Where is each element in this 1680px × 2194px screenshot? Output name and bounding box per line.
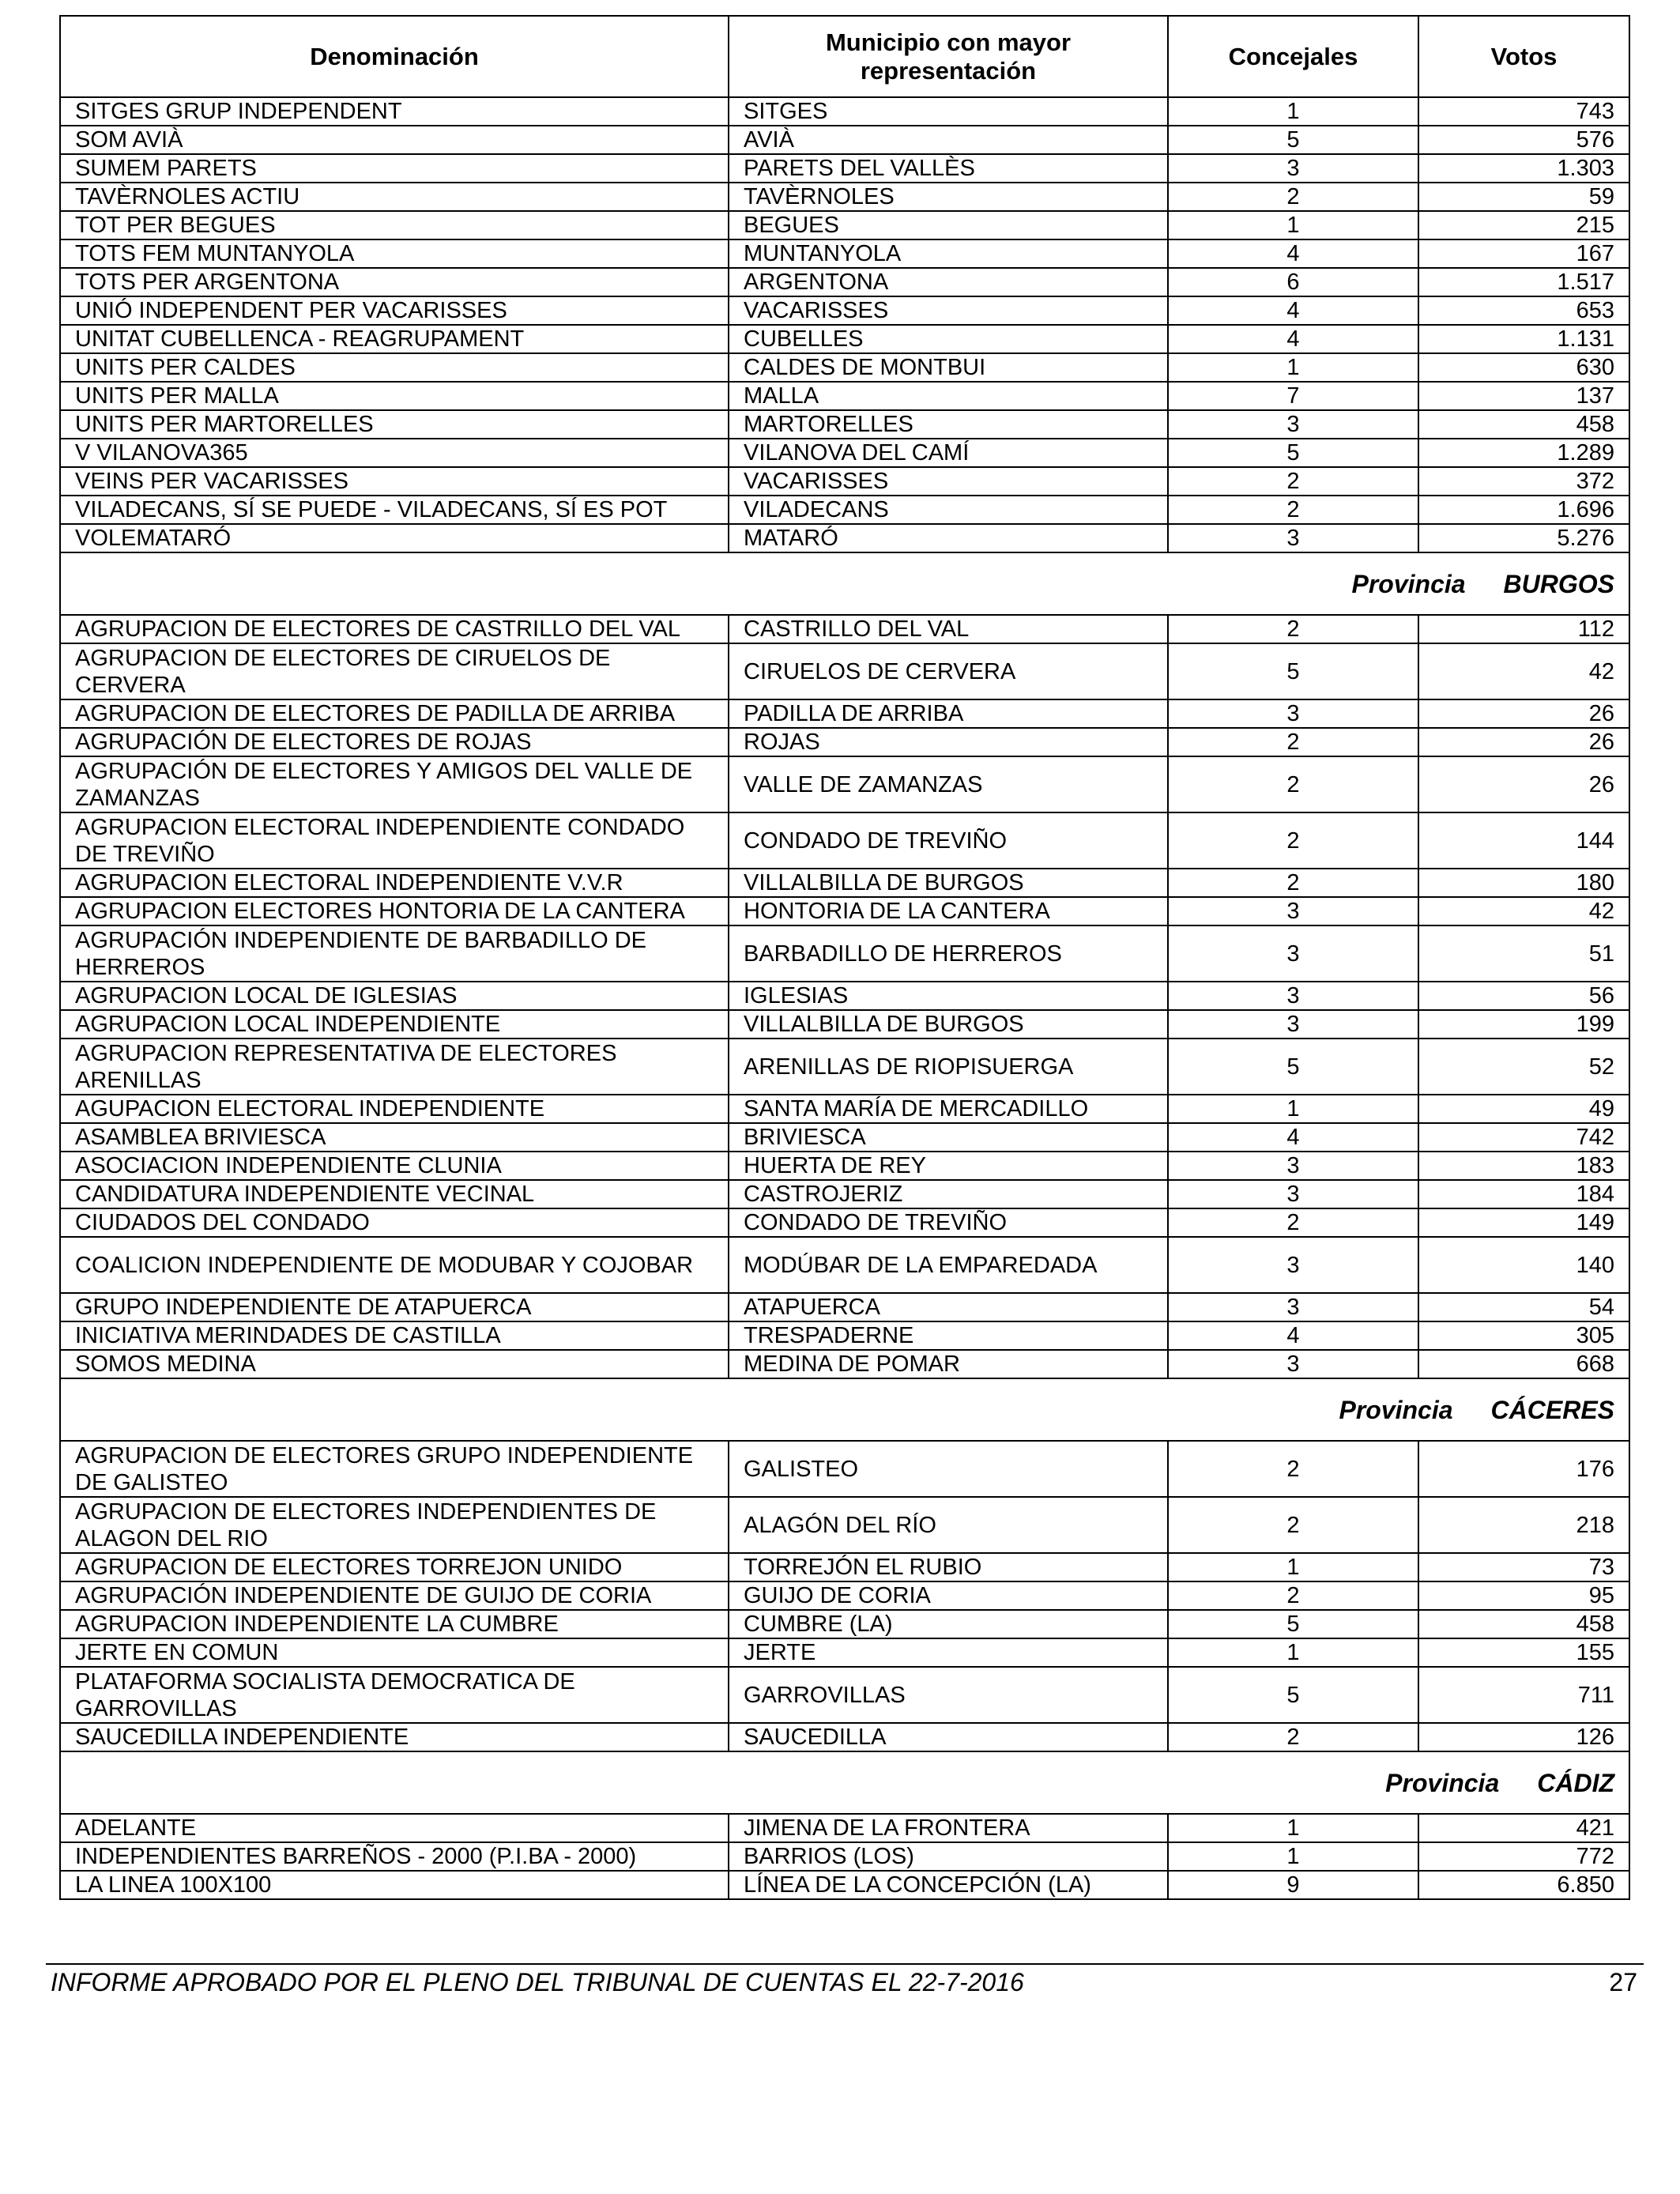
table-header-row: [60, 16, 1629, 97]
denominacion-cell: AGRUPACION LOCAL INDEPENDIENTE: [60, 1010, 729, 1039]
votos-cell: 144: [1418, 812, 1629, 869]
concejales-cell: 4: [1168, 1123, 1418, 1152]
denominacion-cell: TAVÈRNOLES ACTIU: [60, 183, 729, 211]
denominacion-cell: AGRUPACION DE ELECTORES DE PADILLA DE ARRIBA: [60, 699, 729, 728]
concejales-cell: 2: [1168, 1441, 1418, 1497]
municipio-cell: TORREJÓN EL RUBIO: [729, 1553, 1168, 1581]
denominacion-cell: SOMOS MEDINA: [60, 1350, 729, 1378]
concejales-cell: 4: [1168, 239, 1418, 268]
concejales-cell: 5: [1168, 1039, 1418, 1095]
votos-cell: 56: [1418, 982, 1629, 1010]
votos-cell: 218: [1418, 1497, 1629, 1553]
concejales-cell: 7: [1168, 382, 1418, 410]
municipio-cell: PADILLA DE ARRIBA: [729, 699, 1168, 728]
municipio-cell: BARBADILLO DE HERREROS: [729, 925, 1168, 982]
table-row: [60, 1667, 1629, 1723]
table-row: [60, 615, 1629, 643]
concejales-cell: 1: [1168, 97, 1418, 126]
denominacion-cell: AGRUPACION DE ELECTORES DE CASTRILLO DEL VAL: [60, 615, 729, 643]
votos-cell: 1.696: [1418, 496, 1629, 524]
municipio-cell: CUMBRE (LA): [729, 1610, 1168, 1638]
municipio-cell: GARROVILLAS: [729, 1667, 1168, 1723]
municipio-cell: TRESPADERNE: [729, 1321, 1168, 1350]
denominacion-cell: AGRUPACION INDEPENDIENTE LA CUMBRE: [60, 1610, 729, 1638]
province-cell: [60, 552, 1629, 615]
municipio-cell: CONDADO DE TREVIÑO: [729, 812, 1168, 869]
denominacion-cell: AGRUPACIÓN DE ELECTORES DE ROJAS: [60, 728, 729, 756]
denominacion-cell: UNITS PER MALLA: [60, 382, 729, 410]
table-row: [60, 1553, 1629, 1581]
municipio-cell: BEGUES: [729, 211, 1168, 239]
votos-cell: 26: [1418, 728, 1629, 756]
municipio-cell: MARTORELLES: [729, 410, 1168, 439]
denominacion-cell: AGRUPACIÓN INDEPENDIENTE DE BARBADILLO DE HERREROS: [60, 925, 729, 982]
municipio-cell: JIMENA DE LA FRONTERA: [729, 1814, 1168, 1842]
denominacion-cell: ASOCIACION INDEPENDIENTE CLUNIA: [60, 1152, 729, 1180]
municipio-cell: VILLALBILLA DE BURGOS: [729, 1010, 1168, 1039]
municipio-cell: LÍNEA DE LA CONCEPCIÓN (LA): [729, 1871, 1168, 1899]
concejales-cell: 2: [1168, 756, 1418, 812]
concejales-cell: 6: [1168, 268, 1418, 296]
table-row: [60, 467, 1629, 496]
votos-cell: 112: [1418, 615, 1629, 643]
municipio-cell: MODÚBAR DE LA EMPAREDADA: [729, 1237, 1168, 1293]
concejales-cell: 3: [1168, 699, 1418, 728]
denominacion-cell: COALICION INDEPENDIENTE DE MODUBAR Y COJOBAR: [60, 1237, 729, 1293]
concejales-cell: 1: [1168, 353, 1418, 382]
municipio-cell: PARETS DEL VALLÈS: [729, 154, 1168, 183]
denominacion-cell: UNITS PER MARTORELLES: [60, 410, 729, 439]
municipio-cell: TAVÈRNOLES: [729, 183, 1168, 211]
denominacion-cell: AGRUPACION DE ELECTORES TORREJON UNIDO: [60, 1553, 729, 1581]
concejales-cell: 3: [1168, 1010, 1418, 1039]
municipio-cell: MEDINA DE POMAR: [729, 1350, 1168, 1378]
concejales-cell: 2: [1168, 869, 1418, 897]
votos-cell: 1.303: [1418, 154, 1629, 183]
concejales-cell: 2: [1168, 1581, 1418, 1610]
header-municipio: Municipio con mayor representación: [729, 16, 1168, 97]
municipio-cell: ARGENTONA: [729, 268, 1168, 296]
municipio-cell: VALLE DE ZAMANZAS: [729, 756, 1168, 812]
table-row: [60, 643, 1629, 699]
province-name: BURGOS: [1503, 569, 1614, 598]
votos-cell: 183: [1418, 1152, 1629, 1180]
votos-cell: 372: [1418, 467, 1629, 496]
concejales-cell: 1: [1168, 1814, 1418, 1842]
table-row: [60, 1208, 1629, 1237]
concejales-cell: 3: [1168, 154, 1418, 183]
municipio-cell: BARRIOS (LOS): [729, 1842, 1168, 1871]
votos-cell: 49: [1418, 1095, 1629, 1123]
concejales-cell: 2: [1168, 1497, 1418, 1553]
table-row: [60, 1152, 1629, 1180]
concejales-cell: 5: [1168, 439, 1418, 467]
table-row: [60, 239, 1629, 268]
concejales-cell: 3: [1168, 925, 1418, 982]
table-row: [60, 1180, 1629, 1208]
table-row: [60, 97, 1629, 126]
denominacion-cell: SUMEM PARETS: [60, 154, 729, 183]
votos-cell: 772: [1418, 1842, 1629, 1871]
table-row: [60, 183, 1629, 211]
table-row: [60, 154, 1629, 183]
municipio-cell: CUBELLES: [729, 325, 1168, 353]
denominacion-cell: SAUCEDILLA INDEPENDIENTE: [60, 1723, 729, 1751]
votos-cell: 6.850: [1418, 1871, 1629, 1899]
votos-cell: 26: [1418, 756, 1629, 812]
denominacion-cell: AGRUPACION DE ELECTORES INDEPENDIENTES DE ALAGON DEL RIO: [60, 1497, 729, 1553]
table-row: [60, 439, 1629, 467]
concejales-cell: 1: [1168, 211, 1418, 239]
denominacion-cell: AGRUPACION LOCAL DE IGLESIAS: [60, 982, 729, 1010]
votos-cell: 421: [1418, 1814, 1629, 1842]
municipio-cell: VACARISSES: [729, 467, 1168, 496]
municipio-cell: VACARISSES: [729, 296, 1168, 325]
municipio-cell: CASTROJERIZ: [729, 1180, 1168, 1208]
votos-cell: 184: [1418, 1180, 1629, 1208]
concejales-cell: 2: [1168, 496, 1418, 524]
table-row: [60, 410, 1629, 439]
concejales-cell: 2: [1168, 467, 1418, 496]
municipio-cell: JERTE: [729, 1638, 1168, 1667]
municipio-cell: MALLA: [729, 382, 1168, 410]
votos-cell: 305: [1418, 1321, 1629, 1350]
denominacion-cell: AGRUPACIÓN DE ELECTORES Y AMIGOS DEL VALLE DE ZAMANZAS: [60, 756, 729, 812]
votos-cell: 668: [1418, 1350, 1629, 1378]
table-row: [60, 1638, 1629, 1667]
municipio-cell: HONTORIA DE LA CANTERA: [729, 897, 1168, 925]
votos-cell: 137: [1418, 382, 1629, 410]
table-row: [60, 353, 1629, 382]
table-row: [60, 925, 1629, 982]
table-row: [60, 524, 1629, 552]
concejales-cell: 3: [1168, 524, 1418, 552]
province-cell: [60, 1751, 1629, 1814]
denominacion-cell: LA LINEA 100X100: [60, 1871, 729, 1899]
concejales-cell: 5: [1168, 1667, 1418, 1723]
votos-cell: 711: [1418, 1667, 1629, 1723]
votos-cell: 1.289: [1418, 439, 1629, 467]
votos-cell: 54: [1418, 1293, 1629, 1321]
municipio-cell: IGLESIAS: [729, 982, 1168, 1010]
municipio-cell: CALDES DE MONTBUI: [729, 353, 1168, 382]
votos-cell: 742: [1418, 1123, 1629, 1152]
votos-cell: 653: [1418, 296, 1629, 325]
votos-cell: 1.131: [1418, 325, 1629, 353]
votos-cell: 95: [1418, 1581, 1629, 1610]
table-body: [60, 97, 1629, 1899]
votos-cell: 59: [1418, 183, 1629, 211]
table-row: [60, 982, 1629, 1010]
table-row: [60, 1293, 1629, 1321]
municipio-cell: BRIVIESCA: [729, 1123, 1168, 1152]
concejales-cell: 2: [1168, 615, 1418, 643]
concejales-cell: 3: [1168, 982, 1418, 1010]
denominacion-cell: CANDIDATURA INDEPENDIENTE VECINAL: [60, 1180, 729, 1208]
concejales-cell: 1: [1168, 1842, 1418, 1871]
concejales-cell: 2: [1168, 812, 1418, 869]
denominacion-cell: ADELANTE: [60, 1814, 729, 1842]
votos-cell: 155: [1418, 1638, 1629, 1667]
votos-cell: 149: [1418, 1208, 1629, 1237]
denominacion-cell: AGRUPACIÓN INDEPENDIENTE DE GUIJO DE CORIA: [60, 1581, 729, 1610]
denominacion-cell: GRUPO INDEPENDIENTE DE ATAPUERCA: [60, 1293, 729, 1321]
concejales-cell: 2: [1168, 1723, 1418, 1751]
province-label: Provincia: [1339, 1395, 1453, 1424]
table-row: [60, 812, 1629, 869]
denominacion-cell: ASAMBLEA BRIVIESCA: [60, 1123, 729, 1152]
concejales-cell: 4: [1168, 1321, 1418, 1350]
denominacion-cell: INICIATIVA MERINDADES DE CASTILLA: [60, 1321, 729, 1350]
province-cell: [60, 1378, 1629, 1441]
table-row: [60, 1610, 1629, 1638]
concejales-cell: 4: [1168, 325, 1418, 353]
denominacion-cell: UNITAT CUBELLENCA - REAGRUPAMENT: [60, 325, 729, 353]
denominacion-cell: UNIÓ INDEPENDENT PER VACARISSES: [60, 296, 729, 325]
footer-divider: [46, 1963, 1644, 1965]
footer-text: INFORME APROBADO POR EL PLENO DEL TRIBUNAL DE CUENTAS EL 22-7-2016: [51, 1968, 1024, 1996]
denominacion-cell: SITGES GRUP INDEPENDENT: [60, 97, 729, 126]
municipio-cell: VILANOVA DEL CAMÍ: [729, 439, 1168, 467]
denominacion-cell: TOT PER BEGUES: [60, 211, 729, 239]
votos-cell: 26: [1418, 699, 1629, 728]
header-concejales: Concejales: [1168, 16, 1418, 97]
table-row: [60, 382, 1629, 410]
table-row: [60, 728, 1629, 756]
table-row: [60, 1723, 1629, 1751]
denominacion-cell: AGRUPACION DE ELECTORES DE CIRUELOS DE CERVERA: [60, 643, 729, 699]
denominacion-cell: AGRUPACION ELECTORAL INDEPENDIENTE CONDADO DE TREVIÑO: [60, 812, 729, 869]
denominacion-cell: PLATAFORMA SOCIALISTA DEMOCRATICA DE GARROVILLAS: [60, 1667, 729, 1723]
concejales-cell: 3: [1168, 1237, 1418, 1293]
concejales-cell: 3: [1168, 897, 1418, 925]
municipio-cell: ARENILLAS DE RIOPISUERGA: [729, 1039, 1168, 1095]
votos-cell: 73: [1418, 1553, 1629, 1581]
denominacion-cell: JERTE EN COMUN: [60, 1638, 729, 1667]
table-row: [60, 268, 1629, 296]
concejales-cell: 1: [1168, 1638, 1418, 1667]
municipio-cell: AVIÀ: [729, 126, 1168, 154]
municipio-cell: SITGES: [729, 97, 1168, 126]
municipio-cell: ROJAS: [729, 728, 1168, 756]
municipio-cell: CONDADO DE TREVIÑO: [729, 1208, 1168, 1237]
denominacion-cell: AGRUPACION ELECTORES HONTORIA DE LA CANTERA: [60, 897, 729, 925]
votos-cell: 180: [1418, 869, 1629, 897]
votos-cell: 140: [1418, 1237, 1629, 1293]
denominacion-cell: SOM AVIÀ: [60, 126, 729, 154]
concejales-cell: 2: [1168, 728, 1418, 756]
denominacion-cell: AGRUPACION REPRESENTATIVA DE ELECTORES ARENILLAS: [60, 1039, 729, 1095]
denominacion-cell: CIUDADOS DEL CONDADO: [60, 1208, 729, 1237]
municipio-cell: SAUCEDILLA: [729, 1723, 1168, 1751]
denominacion-cell: AGUPACION ELECTORAL INDEPENDIENTE: [60, 1095, 729, 1123]
table-row: [60, 869, 1629, 897]
province-label: Provincia: [1351, 569, 1466, 598]
concejales-cell: 3: [1168, 1293, 1418, 1321]
table-row: [60, 897, 1629, 925]
municipio-cell: GALISTEO: [729, 1441, 1168, 1497]
table-row: [60, 1581, 1629, 1610]
table-row: [60, 496, 1629, 524]
province-header-row: [60, 552, 1629, 615]
municipio-cell: VILLALBILLA DE BURGOS: [729, 869, 1168, 897]
denominacion-cell: VILADECANS, SÍ SE PUEDE - VILADECANS, SÍ ES POT: [60, 496, 729, 524]
votos-cell: 743: [1418, 97, 1629, 126]
table-row: [60, 1350, 1629, 1378]
denominacion-cell: VOLEMATARÓ: [60, 524, 729, 552]
table-row: [60, 1095, 1629, 1123]
concejales-cell: 3: [1168, 410, 1418, 439]
concejales-cell: 3: [1168, 1350, 1418, 1378]
concejales-cell: 5: [1168, 643, 1418, 699]
results-table: [59, 15, 1630, 1900]
votos-cell: 576: [1418, 126, 1629, 154]
concejales-cell: 2: [1168, 183, 1418, 211]
municipio-cell: CASTRILLO DEL VAL: [729, 615, 1168, 643]
denominacion-cell: AGRUPACION DE ELECTORES GRUPO INDEPENDIENTE DE GALISTEO: [60, 1441, 729, 1497]
votos-cell: 215: [1418, 211, 1629, 239]
table-row: [60, 1497, 1629, 1553]
denominacion-cell: AGRUPACION ELECTORAL INDEPENDIENTE V.V.R: [60, 869, 729, 897]
denominacion-cell: INDEPENDIENTES BARREÑOS - 2000 (P.I.BA - 2000): [60, 1842, 729, 1871]
votos-cell: 630: [1418, 353, 1629, 382]
municipio-cell: ALAGÓN DEL RÍO: [729, 1497, 1168, 1553]
page-number: 27: [1609, 1968, 1637, 1996]
denominacion-cell: VEINS PER VACARISSES: [60, 467, 729, 496]
votos-cell: 458: [1418, 1610, 1629, 1638]
concejales-cell: 5: [1168, 126, 1418, 154]
province-header-row: [60, 1378, 1629, 1441]
denominacion-cell: V VILANOVA365: [60, 439, 729, 467]
table-row: [60, 1871, 1629, 1899]
table-row: [60, 699, 1629, 728]
table-row: [60, 1039, 1629, 1095]
votos-cell: 42: [1418, 897, 1629, 925]
concejales-cell: 1: [1168, 1095, 1418, 1123]
table-row: [60, 296, 1629, 325]
concejales-cell: 9: [1168, 1871, 1418, 1899]
table-row: [60, 1842, 1629, 1871]
municipio-cell: ATAPUERCA: [729, 1293, 1168, 1321]
votos-cell: 167: [1418, 239, 1629, 268]
votos-cell: 126: [1418, 1723, 1629, 1751]
municipio-cell: VILADECANS: [729, 496, 1168, 524]
votos-cell: 42: [1418, 643, 1629, 699]
votos-cell: 1.517: [1418, 268, 1629, 296]
concejales-cell: 3: [1168, 1180, 1418, 1208]
table-row: [60, 325, 1629, 353]
table-row: [60, 1441, 1629, 1497]
province-name: CÁDIZ: [1537, 1768, 1614, 1797]
table-row: [60, 1814, 1629, 1842]
votos-cell: 52: [1418, 1039, 1629, 1095]
concejales-cell: 1: [1168, 1553, 1418, 1581]
municipio-cell: MATARÓ: [729, 524, 1168, 552]
table-row: [60, 126, 1629, 154]
denominacion-cell: TOTS FEM MUNTANYOLA: [60, 239, 729, 268]
header-votos: Votos: [1418, 16, 1629, 97]
table-row: [60, 1237, 1629, 1293]
denominacion-cell: TOTS PER ARGENTONA: [60, 268, 729, 296]
municipio-cell: SANTA MARÍA DE MERCADILLO: [729, 1095, 1168, 1123]
votos-cell: 199: [1418, 1010, 1629, 1039]
table-row: [60, 756, 1629, 812]
province-name: CÁCERES: [1490, 1395, 1614, 1424]
municipio-cell: GUIJO DE CORIA: [729, 1581, 1168, 1610]
municipio-cell: CIRUELOS DE CERVERA: [729, 643, 1168, 699]
votos-cell: 51: [1418, 925, 1629, 982]
table-row: [60, 1321, 1629, 1350]
denominacion-cell: UNITS PER CALDES: [60, 353, 729, 382]
header-denominacion: Denominación: [60, 16, 729, 97]
table-row: [60, 211, 1629, 239]
province-label: Provincia: [1385, 1768, 1500, 1797]
municipio-cell: HUERTA DE REY: [729, 1152, 1168, 1180]
concejales-cell: 2: [1168, 1208, 1418, 1237]
votos-cell: 458: [1418, 410, 1629, 439]
table-row: [60, 1010, 1629, 1039]
concejales-cell: 3: [1168, 1152, 1418, 1180]
concejales-cell: 5: [1168, 1610, 1418, 1638]
province-header-row: [60, 1751, 1629, 1814]
table-row: [60, 1123, 1629, 1152]
concejales-cell: 4: [1168, 296, 1418, 325]
votos-cell: 5.276: [1418, 524, 1629, 552]
municipio-cell: MUNTANYOLA: [729, 239, 1168, 268]
votos-cell: 176: [1418, 1441, 1629, 1497]
